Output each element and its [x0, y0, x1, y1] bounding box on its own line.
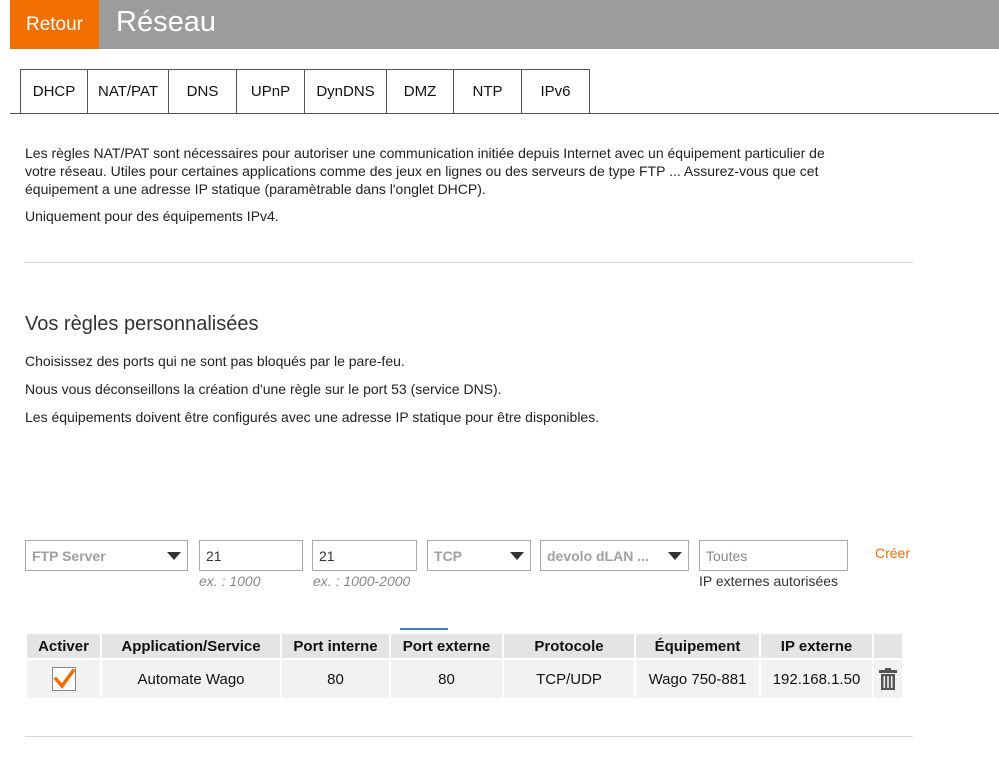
section-divider	[25, 262, 913, 263]
intro-line-2: votre réseau. Utiles pour certaines applications comme des jeux en lignes ou des serveurs de type FTP ... Assurez-vous que cet	[25, 163, 819, 179]
tab-dns[interactable]: DNS	[168, 69, 236, 114]
cell-application: Automate Wago	[102, 660, 280, 698]
tab-dyndns[interactable]: DynDNS	[304, 69, 386, 114]
cell-actions	[874, 660, 902, 698]
external-ip-input[interactable]	[699, 540, 848, 571]
external-port-hint: ex. : 1000-2000	[313, 573, 411, 589]
device-select-value: devolo dLAN ...	[547, 547, 649, 564]
header-actions	[874, 634, 902, 658]
tab-nat-pat[interactable]: NAT/PAT	[87, 69, 168, 114]
header-equipement: Équipement	[636, 634, 759, 658]
protocol-select[interactable]	[427, 540, 531, 571]
device-select[interactable]	[540, 540, 689, 571]
application-select[interactable]	[25, 540, 188, 571]
header-activer: Activer	[27, 634, 100, 658]
tab-dmz[interactable]: DMZ	[386, 69, 453, 114]
tab-dhcp[interactable]: DHCP	[20, 69, 87, 114]
chevron-down-icon	[167, 552, 181, 560]
application-select-value: FTP Server	[32, 547, 106, 564]
cell-external-port: 80	[391, 660, 502, 698]
table-header-row	[27, 634, 902, 658]
rules-note-dns: Nous vous déconseillons la création d'une règle sur le port 53 (service DNS).	[25, 381, 502, 397]
page-title: Réseau	[116, 6, 216, 38]
header-ip-externe: IP externe	[761, 634, 872, 658]
header-application: Application/Service	[102, 634, 280, 658]
chevron-down-icon	[510, 552, 524, 560]
checkmark-icon	[53, 668, 75, 690]
rules-note-static-ip: Les équipements doivent être configurés avec une adresse IP statique pour être disponibles.	[25, 409, 600, 425]
protocol-select-value: TCP	[434, 547, 462, 564]
cell-internal-port: 80	[282, 660, 389, 698]
tab-ntp[interactable]: NTP	[453, 69, 521, 114]
cell-device: Wago 750-881	[636, 660, 759, 698]
header-protocole: Protocole	[504, 634, 634, 658]
back-button[interactable]: Retour	[10, 0, 99, 49]
rules-note-firewall: Choisissez des ports qui ne sont pas bloqués par le pare-feu.	[25, 353, 405, 369]
rules-table	[25, 632, 904, 700]
intro-line-1: Les règles NAT/PAT sont nécessaires pour autoriser une communication initiée depuis Internet avec un équipement particulier de	[25, 145, 825, 161]
enable-checkbox[interactable]	[52, 667, 76, 691]
external-port-input[interactable]	[312, 540, 417, 571]
cell-external-ip: 192.168.1.50	[761, 660, 872, 698]
chevron-down-icon	[668, 552, 682, 560]
table-row	[27, 660, 902, 698]
external-ip-label: IP externes autorisées	[699, 573, 839, 589]
cell-protocol: TCP/UDP	[504, 660, 634, 698]
header-port-interne: Port interne	[282, 634, 389, 658]
create-button[interactable]: Créer	[875, 545, 911, 561]
cell-enabled	[27, 660, 100, 698]
intro-line-3: équipement a une adresse IP statique (paramètrable dans l'onglet DHCP).	[25, 181, 486, 197]
tab-ipv6[interactable]: IPv6	[521, 69, 590, 114]
ipv4-note: Uniquement pour des équipements IPv4.	[25, 208, 279, 224]
tab-bar	[20, 69, 590, 114]
header-bar	[10, 0, 999, 49]
custom-rules-title: Vos règles personnalisées	[25, 313, 259, 335]
internal-port-hint: ex. : 1000	[199, 573, 261, 589]
trash-icon[interactable]	[878, 667, 898, 691]
header-port-externe: Port externe	[391, 634, 502, 658]
tab-upnp[interactable]: UPnP	[236, 69, 304, 114]
scroll-indicator	[400, 628, 448, 630]
bottom-divider	[25, 736, 913, 737]
tabs-divider	[10, 113, 999, 114]
internal-port-input[interactable]	[199, 540, 303, 571]
